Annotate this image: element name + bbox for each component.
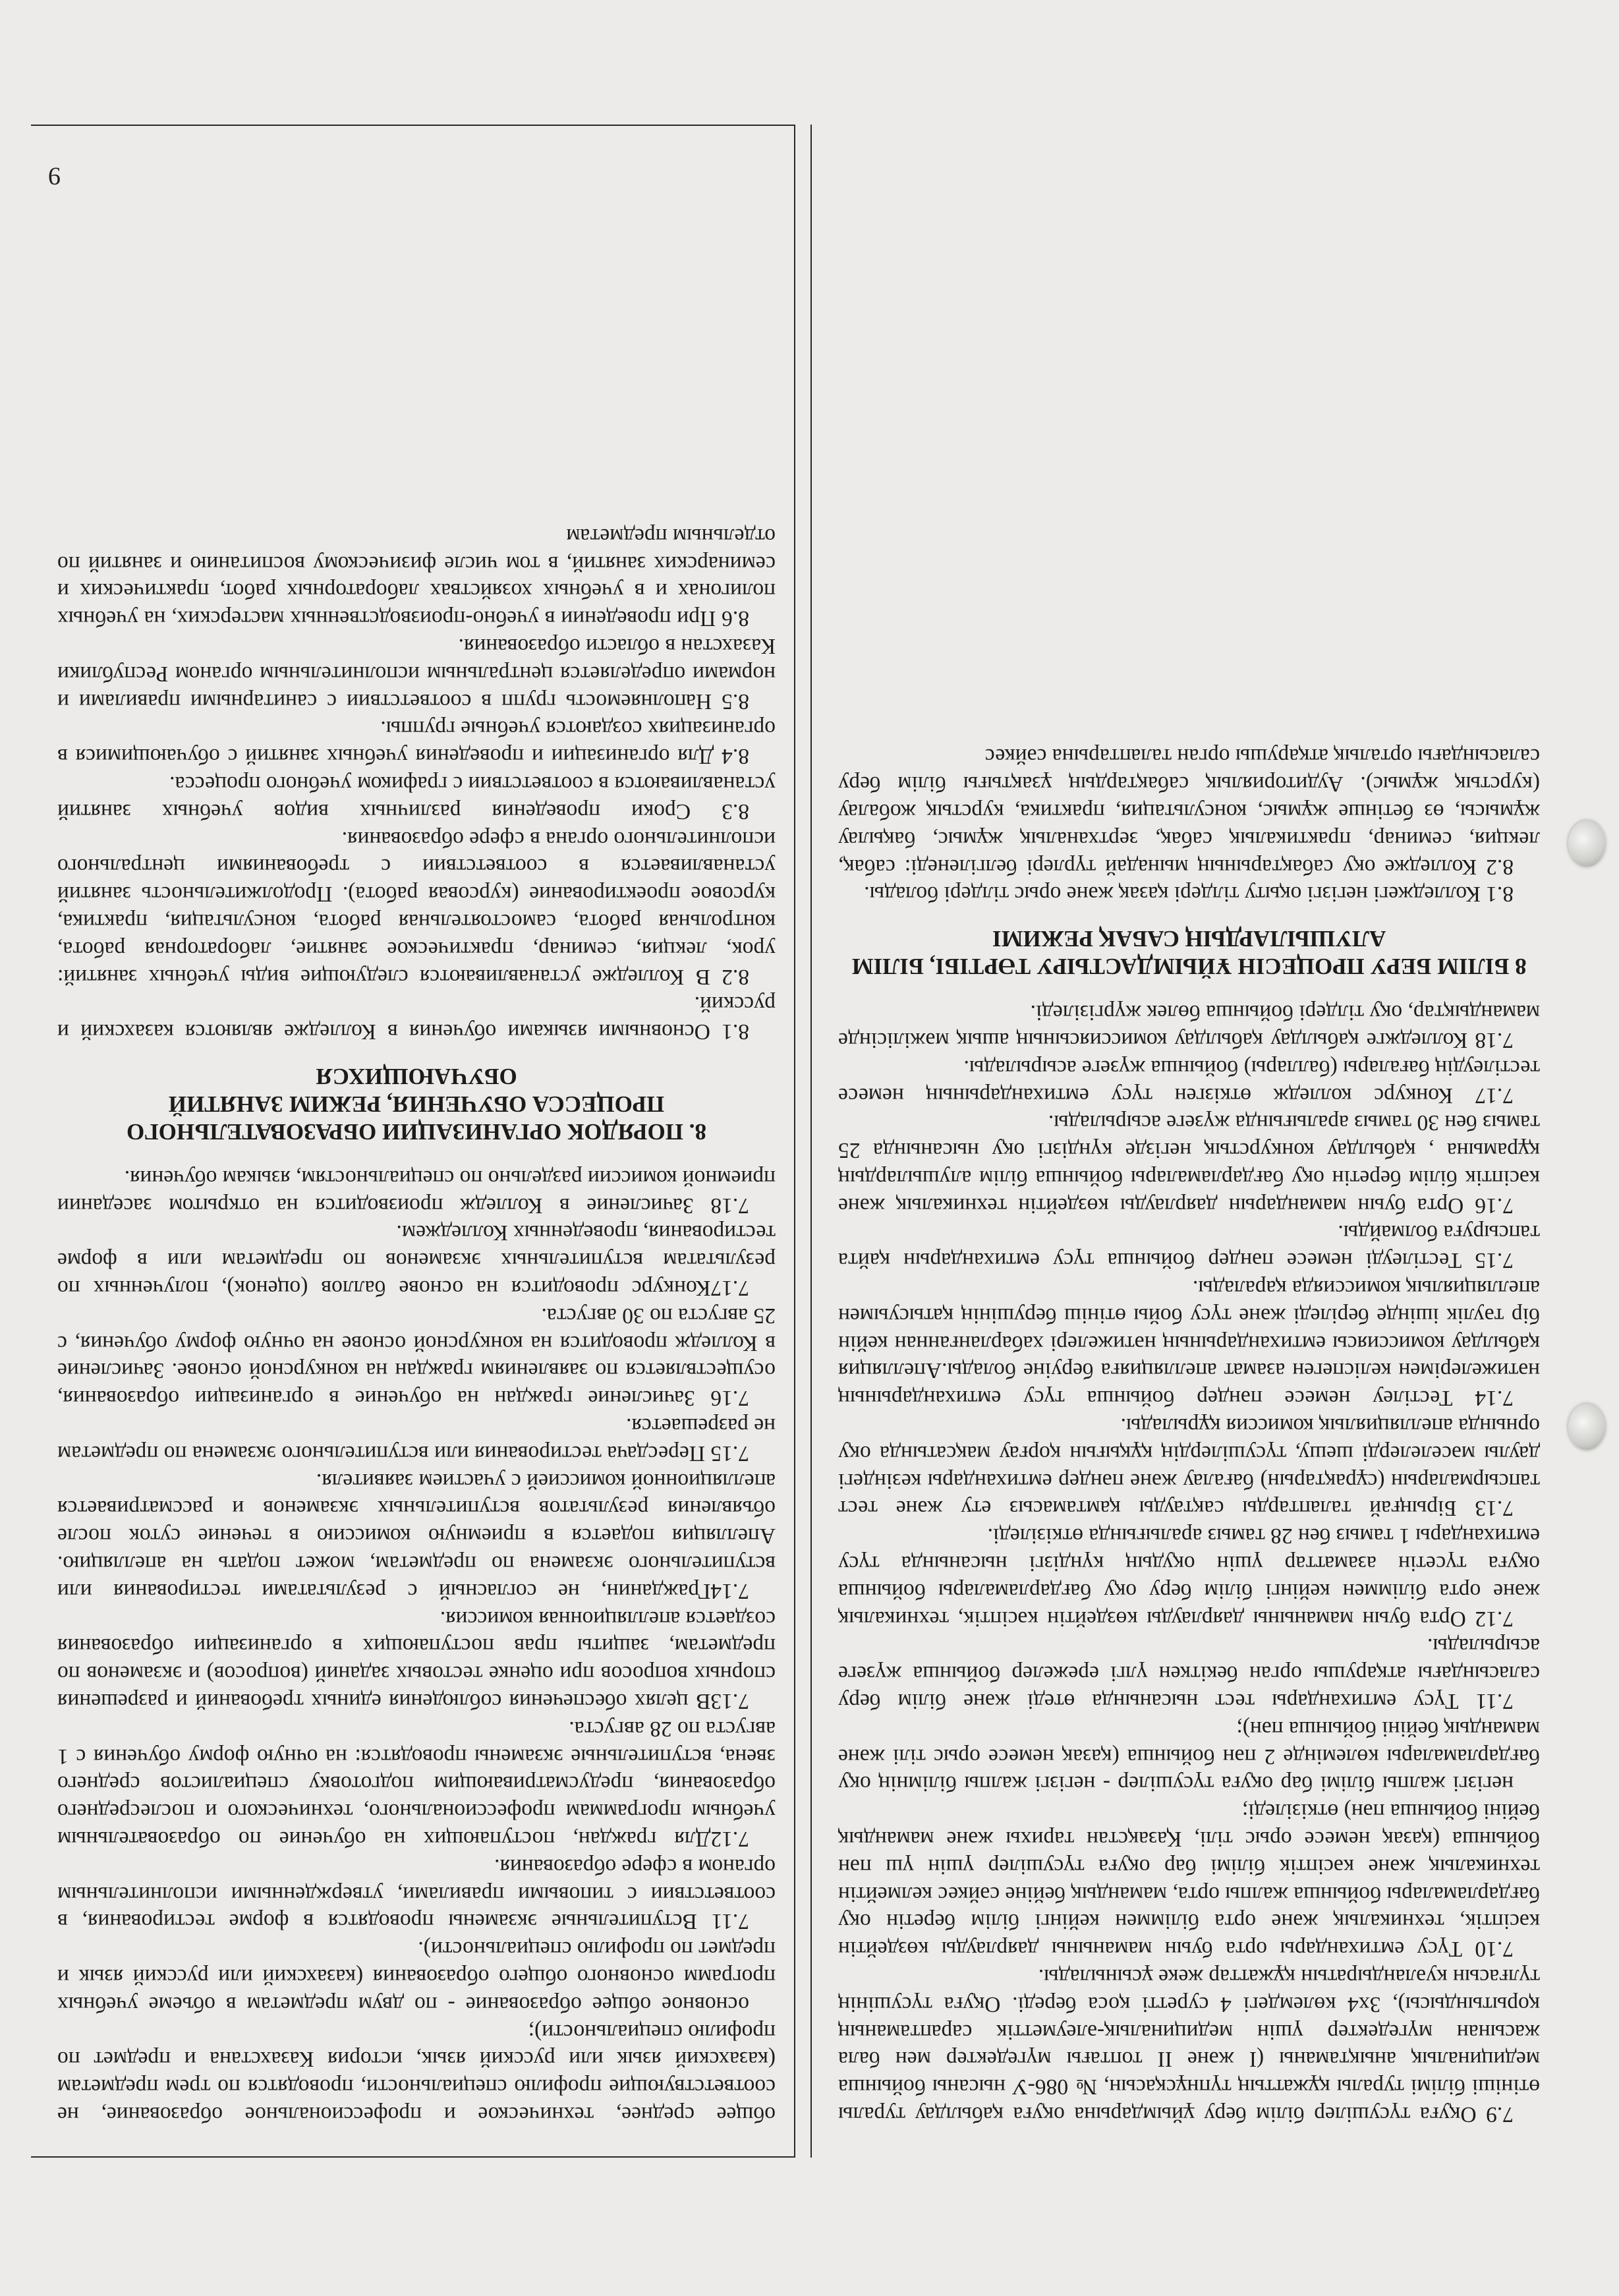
paragraph-7-14: 7.14 Тестілеу немесе пәндер бойынша түсу емтихандарының нәтижелерімен келіспеген азамат апелляцияға беруіне болады.Апелляция қабылдау комиссиясы емтихандарының нәтижелері хабарланғаннан кейін бір тәулік ішінде беріледі және түсу бойы өтініш берушінің қатысуымен апелляциялық комиссияда қаралады.: [838, 1276, 1540, 1411]
section-number: 8: [1515, 954, 1527, 980]
paragraph-7-18: 7.18 Колледжге қабылдау қабылдау комиссиясының ашық мәжілісінде мамандықтар, оқу тілдері бойынша бөлек жүргізіледі.: [838, 1000, 1540, 1052]
paragraph-7-10-b: негізгі жалпы білімі бар оқуға түсушілер - негізгі жалпы білімнің оқу бағдарламалары көлемінде 2 пән бойынша (қазақ немесе орыс тілі және мамандық бейіні бойынша пән);: [838, 1716, 1540, 1796]
section-title: БІЛІМ БЕРУ ПРОЦЕСІН ҰЙЫМДАСТЫРУ ТӘРТІБІ, БІЛІМ АЛУШЫЛАРДЫҢ САБАҚ РЕЖИМІ: [851, 926, 1510, 980]
paragraph-7-15: 7.15 Тестілеуді немесе пәндер бойынша түсу емтихандарын қайта тапсыруға болмайды.: [838, 1220, 1540, 1273]
paragraph-7-13: 7.13 Бірыңғай талаптарды сақтауды қамтамасыз ету және тест тапсырмаларын (сұрақтарын) бағалау және пәндер емтихандары кезіндегі даулы мәселелерді шешу, түсушілердің құқығын қорғау мақсатында оқу орнында апелляциялық комиссия құрылады.: [838, 1414, 1540, 1521]
paragraph-8-4: 8.4 Для организации и проведения учебных занятий с обучающимися в организациях создаются учебные группы.: [57, 716, 776, 769]
paragraph-7-17: 7.17 Конкурс колледж өткізген түсу емтихандарының немесе тестілеудің бағалары (баллары) бойынша жүзеге асырылады.: [838, 1055, 1540, 1108]
paragraph-7-15: 7.15 Пересдача тестирования или вступительного экзамена по предметам не разрешается.: [57, 1414, 776, 1466]
paragraph-7-11: 7.11 Түсу емтихандары тест нысанында өтеді және білім беру саласындағы атқарушы орган бекіткен үлгі ережелер бойынша жүзеге асырылады.: [838, 1634, 1540, 1714]
paragraph-8-2: 8.2 Колледже оқу сабақтарының мынадай түрлері белгіленеді: сабақ, лекция, семинар, практикалық сабақ, зертханалық жұмыс, бақылау жұмысы, өз бетінше жұмыс, консультация, практика, курстық жобалау (курстық жұмыс). Аудиториялық сабақтардың ұзақтығы білім беру саласындағы орталық атқарушы орган талаптарына сәйкес: [838, 744, 1540, 879]
paragraph-8-5: 8.5 Наполняемость групп в соответствии с санитарными правилами и нормами определяется центральным исполнительным органом Республики Казахстан в области образования.: [57, 633, 776, 714]
paragraph-7-14: 7.14Гражданин, не согласный с результатами тестирования или вступительного экзамена по предметам, может подать на апелляцию. Апелляция подается в приемную комиссию в течение суток после объявления результатов вступительных экзаменов и рассматривается апелляционной комиссией с участием заявителя.: [57, 1468, 776, 1603]
paragraph-7-18: 7.18 Зачисление в Колледж производится на открытом заседании приемной комиссии раздельно по специальностям, языкам обучения.: [57, 1165, 776, 1218]
paragraph-7-17: 7.17Конкурс проводится на основе баллов (оценок), полученных по результатам вступительных экзаменов по предметам или в форме тестирования, проведенных Колледжем.: [57, 1220, 776, 1301]
binder-hole: [1568, 1404, 1605, 1450]
section-title: ПОРЯДОК ОРГАНИЗАЦИИ ОБРАЗОВАТЕЛЬНОГО ПРОЦЕССА ОБУЧЕНИЯ, РЕЖИМ ЗАНЯТИЙ ОБУЧАЮЩИХСЯ: [127, 1064, 683, 1145]
paragraph-7-12: 7.12 Орта буын маманыны даярлауды көздейтін кәсіптік, техникалық және орта біліммен кейінгі білім беру оқу бағдарламалары бойынша оқуға түсетін азаматтар үшін оқудың күндізгі нысанында түсу емтихандары 1 тамыз бен 28 тамыз аралығында өткізіледі.: [838, 1524, 1540, 1631]
section-number: 8.: [689, 1119, 706, 1145]
paragraph-8-3: 8.3 Сроки проведения различных видов учебных занятий устанавливаются в соответствии с графиком учебного процесса.: [57, 771, 776, 824]
paragraph-8-1: 8.1 Колледжегі негізгі оқыту тілдері қазақ және орыс тілдері болады.: [864, 882, 1514, 907]
paragraph-7-11: 7.11 Вступительные экзамены проводятся в форме тестирования, в соответствии с типовыми правилами, утвержденными исполнительным органом в сфере образования.: [57, 1854, 776, 1934]
paragraph-7-9: 7.9 Оқуға түсушілер білім беру ұйымдарына оқуға қабылдау туралы өтініші білімі туралы құжаттың түпнұсқасын, № 086-У нысаны бойынша медициналық анықтаманы (I және II топтағы мүгедектер мен бала жасынан мүгедектер үшін медициналық-әлеуметтік сараптаманың қорытындысы), 3х4 көлемдегі 4 суретті қоса береді. Оқуға түсушінің түлғасын куәландыратын құжаттар жеке ұсынылады.: [838, 1965, 1540, 2127]
paragraph-8-6: 8.6 При проведении в учебно-производственных мастерских, на учебных полигонах и в учебных хозяйствах лабораторных работ, практических и семинарских занятий, в том числе физическому воспитанию и занятий по отдельным предметам: [57, 523, 776, 631]
paragraph-basic-education: основное общее образование - по двум предметам в объеме учебных программ основного общего образования (казахский или русский язык и предмет по профилю специальности).: [57, 1937, 776, 2017]
section-heading-ru: [71, 1062, 762, 1145]
paragraph-7-12: 7.12Для граждан, поступающих на обучение по образовательным учебным программам профессионального, технического и послесреднего образования, предусматривающим подготовку специалистов среднего звена, вступительные экзамены проводятся: на очную форму обучения с 1 августа по 28 августа.: [57, 1716, 776, 1852]
section-heading-kz: [851, 925, 1527, 980]
paragraph-continued: общее среднее, техническое и профессиональное образование, не соответствующие профилю специальности, проводятся по трем предметам (казахский язык или русский язык, история Казахстана и предмет по профилю специальности);: [57, 2019, 776, 2127]
column-divider: [810, 125, 812, 2158]
binder-hole: [1568, 820, 1605, 867]
paragraph-7-13: 7.13В целях обеспечения соблюдения единых требований и разрешения спорных вопросов при оценке тестовых заданий (вопросов) и экзаменов по предметам, защиты прав поступающих в организации образования создается апелляционная комиссия.: [57, 1606, 776, 1714]
paragraph-8-2: 8.2 В Колледже устанавливаются следующие виды учебных занятий: урок, лекция, семинар, практическое занятие, лабораторная работа, контрольная работа, самостоятельная работа, консультация, практика, курсовое проектирование (курсовая работа). Продолжительность занятий устанавливается в соответствии с требованиями центрального исполнительного органа в сфере образования.: [57, 826, 776, 989]
russian-column: [57, 138, 776, 2128]
paragraph-7-16: 7.16 Зачисление граждан на обучение в организации образования, осуществляется по заявлениям граждан на конкурсной основе. Зачисление в Колледж проводится на конкурсной основе на очную форму обучения, с 25 августа по 30 августа.: [57, 1303, 776, 1411]
paragraph-8-1: 8.1 Основными языками обучения в Колледже являются казахский и русский.: [57, 992, 776, 1045]
paragraph-7-16: 7.16 Орта буын мамандарын даярлауды көздейтін техникалық және кәсіптік білім беретін оқу бағдарламалары бойынша білім алушылардың құрамына , қабылдау конкурстық негізде күндізгі оқу нысанында 25 тамыз бен 30 тамыз аралығында жүзеге асырылады.: [838, 1110, 1540, 1218]
page-number: 9: [48, 162, 61, 190]
paragraph-7-10: 7.10 Түсу емтихандары орта буын маманыны даярлауды көздейтін кәсіптік, техникалық және орта біліммен кейінгі білім беретін оқу бағдарламалары бойынша жалпы орта, мамандық бейіне сәйкес келмейтін техникалық және кәсіптік білімі бар оқуға түсушілер үшін үш пән бойынша (қазақ немесе орыс тілі, Қазақстан тарихы және мамандық бейіні бойынша пән) өткізіледі;: [838, 1799, 1540, 1962]
kazakh-column: [838, 138, 1540, 2128]
